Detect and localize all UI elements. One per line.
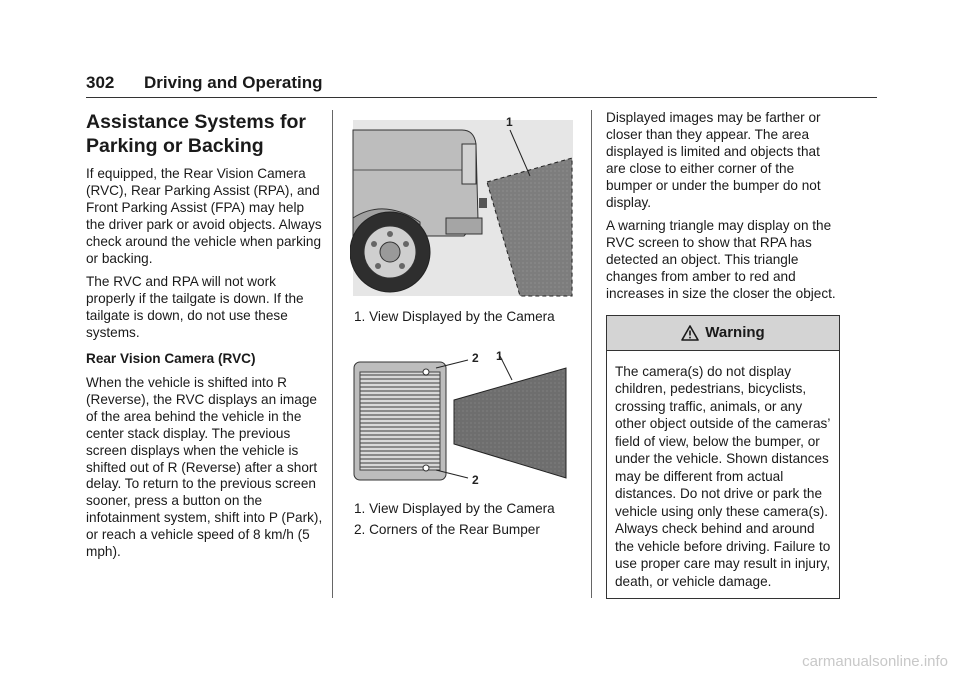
figure2-caption bbox=[350, 501, 580, 539]
column-divider bbox=[332, 110, 333, 598]
figure2-callout-2-bottom: 2 bbox=[472, 472, 479, 487]
figure-top-view bbox=[350, 350, 580, 539]
warning-triangle-paragraph: A warning triangle may display on the RVC screen to show that RPA has detected an object. This triangle changes from amber to red and increases in size the closer the object. bbox=[606, 218, 836, 302]
figure1-callout-1: 1 bbox=[506, 115, 513, 129]
figure1-caption bbox=[350, 309, 580, 326]
figure2-callout-1: 1 bbox=[496, 349, 503, 363]
column-3 bbox=[606, 110, 842, 599]
section-title: Driving and Operating bbox=[144, 73, 323, 92]
truck-side-view-illustration bbox=[350, 110, 576, 298]
column-2 bbox=[350, 110, 580, 543]
column-1 bbox=[86, 110, 326, 568]
figure2-callout-2-top: 2 bbox=[472, 350, 479, 365]
warning-triangle-icon bbox=[681, 325, 699, 341]
truck-top-view-illustration bbox=[350, 350, 576, 490]
display-paragraph: Displayed images may be farther or closer than they appear. The area displayed is limited and objects that are close to either corner of the bumper or under the bumper do not display. bbox=[606, 110, 821, 210]
page-header bbox=[86, 70, 877, 98]
warning-heading: Warning bbox=[705, 323, 765, 341]
warning-body: The camera(s) do not display children, pedestrians, bicyclists, crossing traffic, animals, or any other object outside of the cameras’ field of view, below the bumper, or under the vehicle. Shown distances may be different from actual distances. Do not drive or park the vehicle using only these camera(s). Always check behind and around the vehicle before driving. Failure to use proper care may result in injury, death, or vehicle damage. bbox=[615, 363, 831, 589]
page-number: 302 bbox=[86, 73, 115, 92]
figure-side-view bbox=[350, 110, 580, 326]
intro-paragraph: If equipped, the Rear Vision Camera (RVC), Rear Parking Assist (RPA), and Front Parking Assist (FPA) may help the driver park or avoid objects. Always check around the vehicle when parking or backing. bbox=[86, 166, 322, 266]
page-heading: Assistance Systems for Parking or Backing bbox=[86, 111, 307, 157]
figure2-caption-item: 1. View Displayed by the Camera bbox=[354, 500, 555, 516]
rvc-subheading: Rear Vision Camera (RVC) bbox=[86, 351, 256, 367]
rvc-paragraph: When the vehicle is shifted into R (Reverse), the RVC displays an image of the area behind the vehicle in the center stack display. The previous screen displays when the vehicle is shifted out of R (Reverse) after a short delay. To return to the previous screen sooner, press a button on the infotainment system, shift into P (Park), or reach a vehicle speed of 8 km/h (5 mph). bbox=[86, 374, 323, 560]
figure2-caption-item: 2. Corners of the Rear Bumper bbox=[354, 521, 540, 537]
warning-box bbox=[606, 315, 840, 600]
figure1-caption-item: 1. View Displayed by the Camera bbox=[354, 308, 555, 324]
tailgate-paragraph: The RVC and RPA will not work properly if the tailgate is down. If the tailgate is down, do not use these systems. bbox=[86, 274, 304, 341]
column-divider bbox=[591, 110, 592, 598]
watermark: carmanualsonline.info bbox=[802, 653, 948, 670]
warning-header bbox=[607, 316, 839, 351]
